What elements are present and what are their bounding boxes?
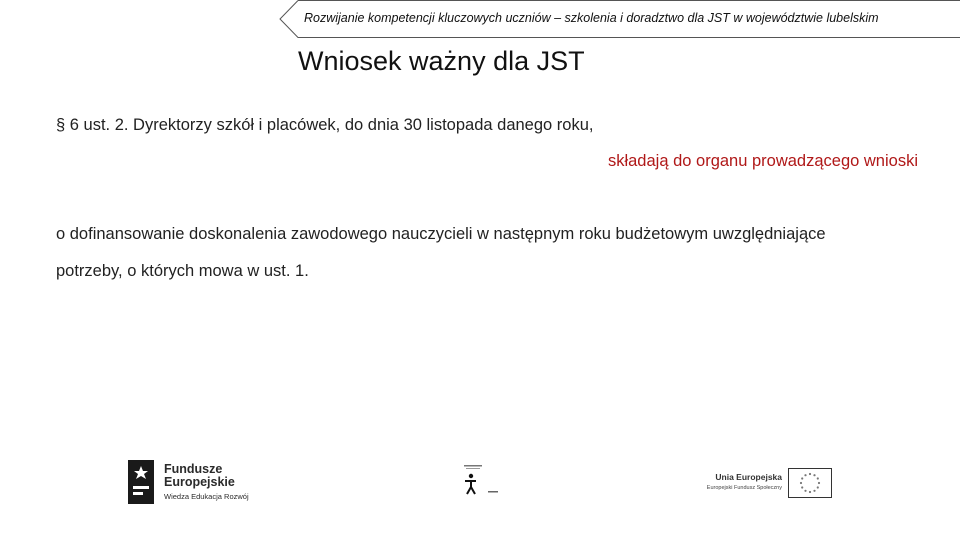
eu-star <box>804 490 806 492</box>
fe-star-icon <box>128 460 158 506</box>
eu-line1: Unia Europejska <box>715 472 782 482</box>
eu-star <box>813 474 815 476</box>
eu-star <box>800 482 802 484</box>
eu-star <box>804 474 806 476</box>
fe-line3: Wiedza Edukacja Rozwój <box>164 492 249 501</box>
banner-text: Rozwijanie kompetencji kluczowych uczniów – szkolenia i doradztwo dla JST w województwie lubelskim <box>304 11 879 25</box>
fe-text <box>164 463 249 501</box>
eu-star <box>801 486 803 488</box>
paragraph-3: o dofinansowanie doskonalenia zawodowego nauczycieli w następnym roku budżetowym uwzględniające <box>56 225 826 243</box>
fe-line1: Fundusze <box>164 462 223 476</box>
paragraph-4: potrzeby, o których mowa w ust. 1. <box>56 262 309 280</box>
eu-line2: Europejski Fundusz Społeczny <box>706 485 782 491</box>
slide-title: Wniosek ważny dla JST <box>298 46 585 76</box>
walking-figure-icon <box>460 462 504 498</box>
eu-star <box>809 473 811 475</box>
header-banner <box>278 0 960 38</box>
paragraph-1: § 6 ust. 2. Dyrektorzy szkół i placówek, do dnia 30 listopada danego roku, <box>56 116 594 134</box>
eu-text <box>688 472 782 491</box>
eu-star <box>817 486 819 488</box>
regional-logo <box>460 462 504 498</box>
eu-star <box>817 477 819 479</box>
eu-star <box>809 491 811 493</box>
eu-logo <box>688 468 834 500</box>
eu-star <box>801 477 803 479</box>
eu-flag-icon <box>788 468 832 498</box>
eu-star <box>813 490 815 492</box>
fe-line2: Europejskie <box>164 475 235 489</box>
eu-star <box>818 482 820 484</box>
paragraph-highlight: składają do organu prowadzącego wnioski <box>607 152 918 170</box>
fundusze-europejskie-logo <box>128 460 268 506</box>
